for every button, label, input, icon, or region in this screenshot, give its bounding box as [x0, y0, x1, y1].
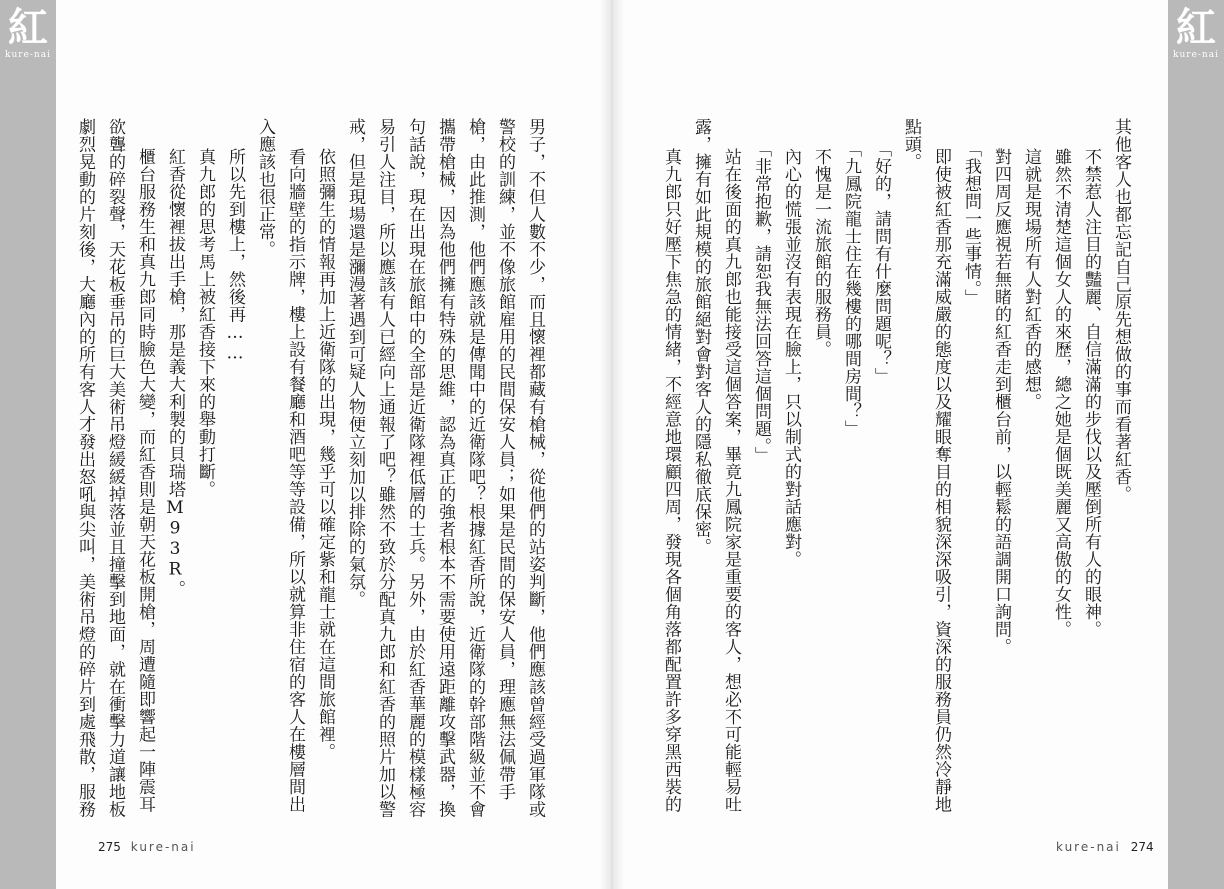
left-page-tab [0, 0, 56, 889]
text-column: 內心的慌張並沒有表現在臉上，只以制式的對話應對。 [781, 148, 801, 568]
text-column: 紅香從懷裡拔出手槍，那是義大利製的貝瑞塔M93R。 [165, 148, 185, 598]
text-column: 「九鳳院龍士住在幾樓的哪間房間？」 [841, 140, 861, 438]
text-column: 真九郎的思考馬上被紅香接下來的舉動打斷。 [195, 148, 215, 498]
page-number: 274 [1130, 840, 1154, 854]
text-column: 看向牆壁的指示牌，樓上設有餐廳和酒吧等等設備，所以就算非住宿的客人在樓層間出 [285, 148, 305, 813]
text-column: 露，擁有如此規模的旅館絕對會對客人的隱私徹底保密。 [691, 118, 711, 556]
text-column: 即使被紅香那充滿威嚴的態度以及耀眼奪目的相貌深深吸引，資深的服務員仍然冷靜地 [931, 148, 951, 813]
text-column: 戒，但是現場還是瀰漫著遇到可疑人物便立刻加以排除的氣氛。 [345, 118, 365, 608]
text-column: 句話說，現在出現在旅館中的全部是近衛隊裡低層的士兵。另外，由於紅香華麗的模樣極容 [405, 118, 425, 818]
right-page-tab [1168, 0, 1224, 889]
logo-subtitle: kure-nai [5, 50, 51, 60]
page-number: 275 [98, 840, 121, 854]
running-title: kure-nai [1056, 840, 1121, 854]
text-column: 欲聾的碎裂聲，天花板垂吊的巨大美術吊燈緩緩掉落並且撞擊到地面，就在衝擊力道讓地板 [105, 118, 125, 818]
text-column: 槍，由此推測，他們應該就是傳聞中的近衛隊吧？根據紅香所說，近衛隊的幹部階級並不會 [465, 118, 485, 818]
text-column: 男子，不但人數不少，而且懷裡都藏有槍械，從他們的站姿判斷，他們應該曾經受過軍隊或 [525, 118, 545, 818]
left-page-footer [98, 840, 196, 854]
logo-kanji: 紅 [8, 4, 48, 51]
text-column: 「我想問一些事情。」 [961, 140, 981, 307]
text-column: 「非常抱歉，請恕我無法回答這個問題。」 [751, 140, 771, 464]
text-column: 劇烈晃動的片刻後，大廳內的所有客人才發出怒吼與尖叫，美術吊燈的碎片到處飛散，服務 [75, 118, 95, 818]
text-column: 「好的，請問有什麼問題呢？」 [871, 140, 891, 385]
text-column: 點頭。 [901, 118, 921, 171]
text-column: 攜帶槍械，因為他們擁有特殊的思維，認為真正的強者根本不需要使用遠距離攻擊武器，換 [435, 118, 455, 818]
text-column: 不禁惹人注目的豔麗、自信滿滿的步伐以及壓倒所有人的眼神。 [1081, 148, 1101, 638]
text-column: 真九郎只好壓下焦急的情緒，不經意地環顧四周，發現各個角落都配置許多穿黑西裝的 [661, 148, 681, 813]
text-column: 雖然不清楚這個女人的來歷，總之她是個既美麗又高傲的女性。 [1051, 148, 1071, 638]
text-column: 不愧是一流旅館的服務員。 [811, 148, 831, 358]
logo-subtitle: kure-nai [1173, 50, 1219, 60]
right-page-logo [1168, 6, 1224, 60]
left-page-logo [0, 6, 56, 60]
text-column: 易引人注目，所以應該有人已經向上通報了吧？雖然不致於分配真九郎和紅香的照片加以警 [375, 118, 395, 818]
text-column: 這就是現場所有人對紅香的感想。 [1021, 148, 1041, 411]
text-column: 警校的訓練，並不像旅館雇用的民間保安人員；如果是民間的保安人員，理應無法佩帶手 [495, 118, 515, 801]
right-page-footer [1056, 840, 1154, 854]
text-column: 站在後面的真九郎也能接受這個答案，畢竟九鳳院家是重要的客人，想必不可能輕易吐 [721, 148, 741, 813]
text-column: 依照彌生的情報再加上近衛隊的出現，幾乎可以確定紫和龍士就在這間旅館裡。 [315, 148, 335, 761]
text-column: 所以先到樓上，然後再…… [225, 148, 245, 364]
text-column: 入應該也很正常。 [255, 118, 275, 258]
text-column: 其他客人也都忘記自己原先想做的事而看著紅香。 [1111, 118, 1131, 503]
logo-kanji: 紅 [1176, 4, 1216, 51]
running-title: kure-nai [130, 840, 196, 854]
text-column: 櫃台服務生和真九郎同時臉色大變，而紅香則是朝天花板開槍，周遭隨即響起一陣震耳 [135, 148, 155, 813]
text-column: 對四周反應視若無睹的紅香走到櫃台前，以輕鬆的語調開口詢問。 [991, 148, 1011, 656]
book-gutter [600, 0, 624, 889]
